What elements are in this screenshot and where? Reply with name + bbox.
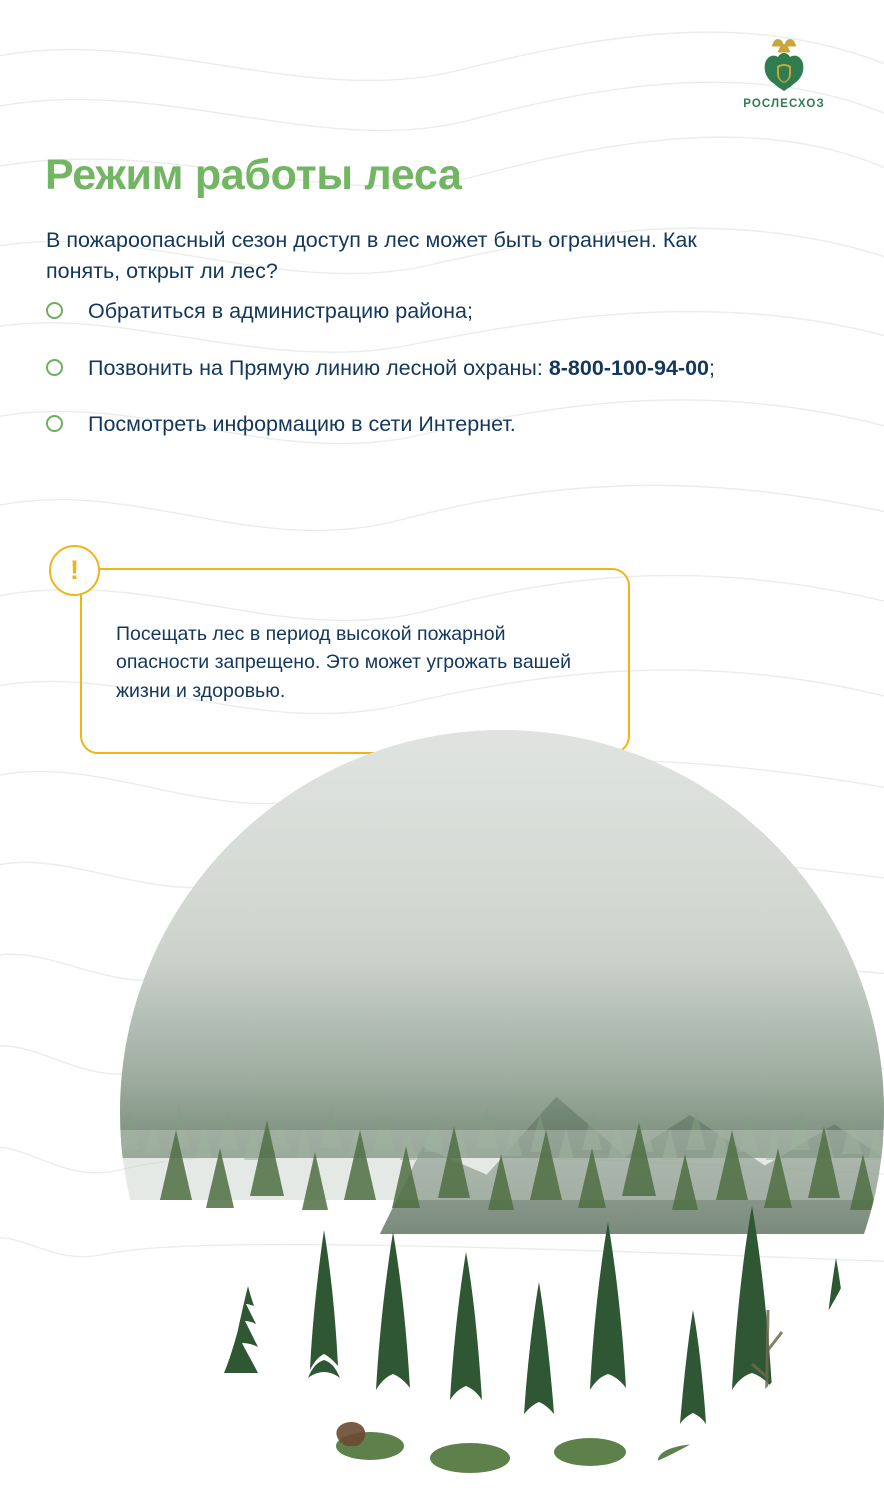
list-item <box>46 353 746 384</box>
circle-bullet-icon <box>46 415 63 432</box>
fog-overlay <box>120 730 884 1494</box>
forest-photo <box>120 730 884 1494</box>
warning-callout-text: Посещать лес в период высокой пожарной опасности запрещено. Это может угрожать вашей жизни и здоровью. <box>116 622 572 703</box>
rosleskhoz-logo <box>724 36 844 110</box>
hotline-text-after: ; <box>708 355 715 380</box>
list-item-label <box>88 353 715 384</box>
list-item <box>46 296 746 327</box>
intro-paragraph: В пожароопасный сезон доступ в лес может быть ограничен. Как понять, открыт ли лес? <box>46 227 697 283</box>
options-list <box>46 296 746 466</box>
hotline-phone-number: 8-800-100-94-00 <box>548 355 709 380</box>
page-title: Режим работы леса <box>45 150 462 199</box>
list-item <box>46 409 746 440</box>
hotline-text-before: Позвонить на Прямую линию лесной охраны: <box>88 355 549 380</box>
list-item-label: Посмотреть информацию в сети Интернет. <box>88 412 516 437</box>
circle-bullet-icon <box>46 359 63 376</box>
list-item-label: Обратиться в администрацию района; <box>88 299 473 323</box>
circle-bullet-icon <box>46 302 63 319</box>
forest-photo-scene <box>120 730 884 1494</box>
double-headed-eagle-emblem-icon <box>755 36 813 92</box>
warning-callout <box>80 568 630 754</box>
brand-name: РОСЛЕСХОЗ <box>743 98 825 110</box>
exclamation-icon: ! <box>49 545 100 596</box>
